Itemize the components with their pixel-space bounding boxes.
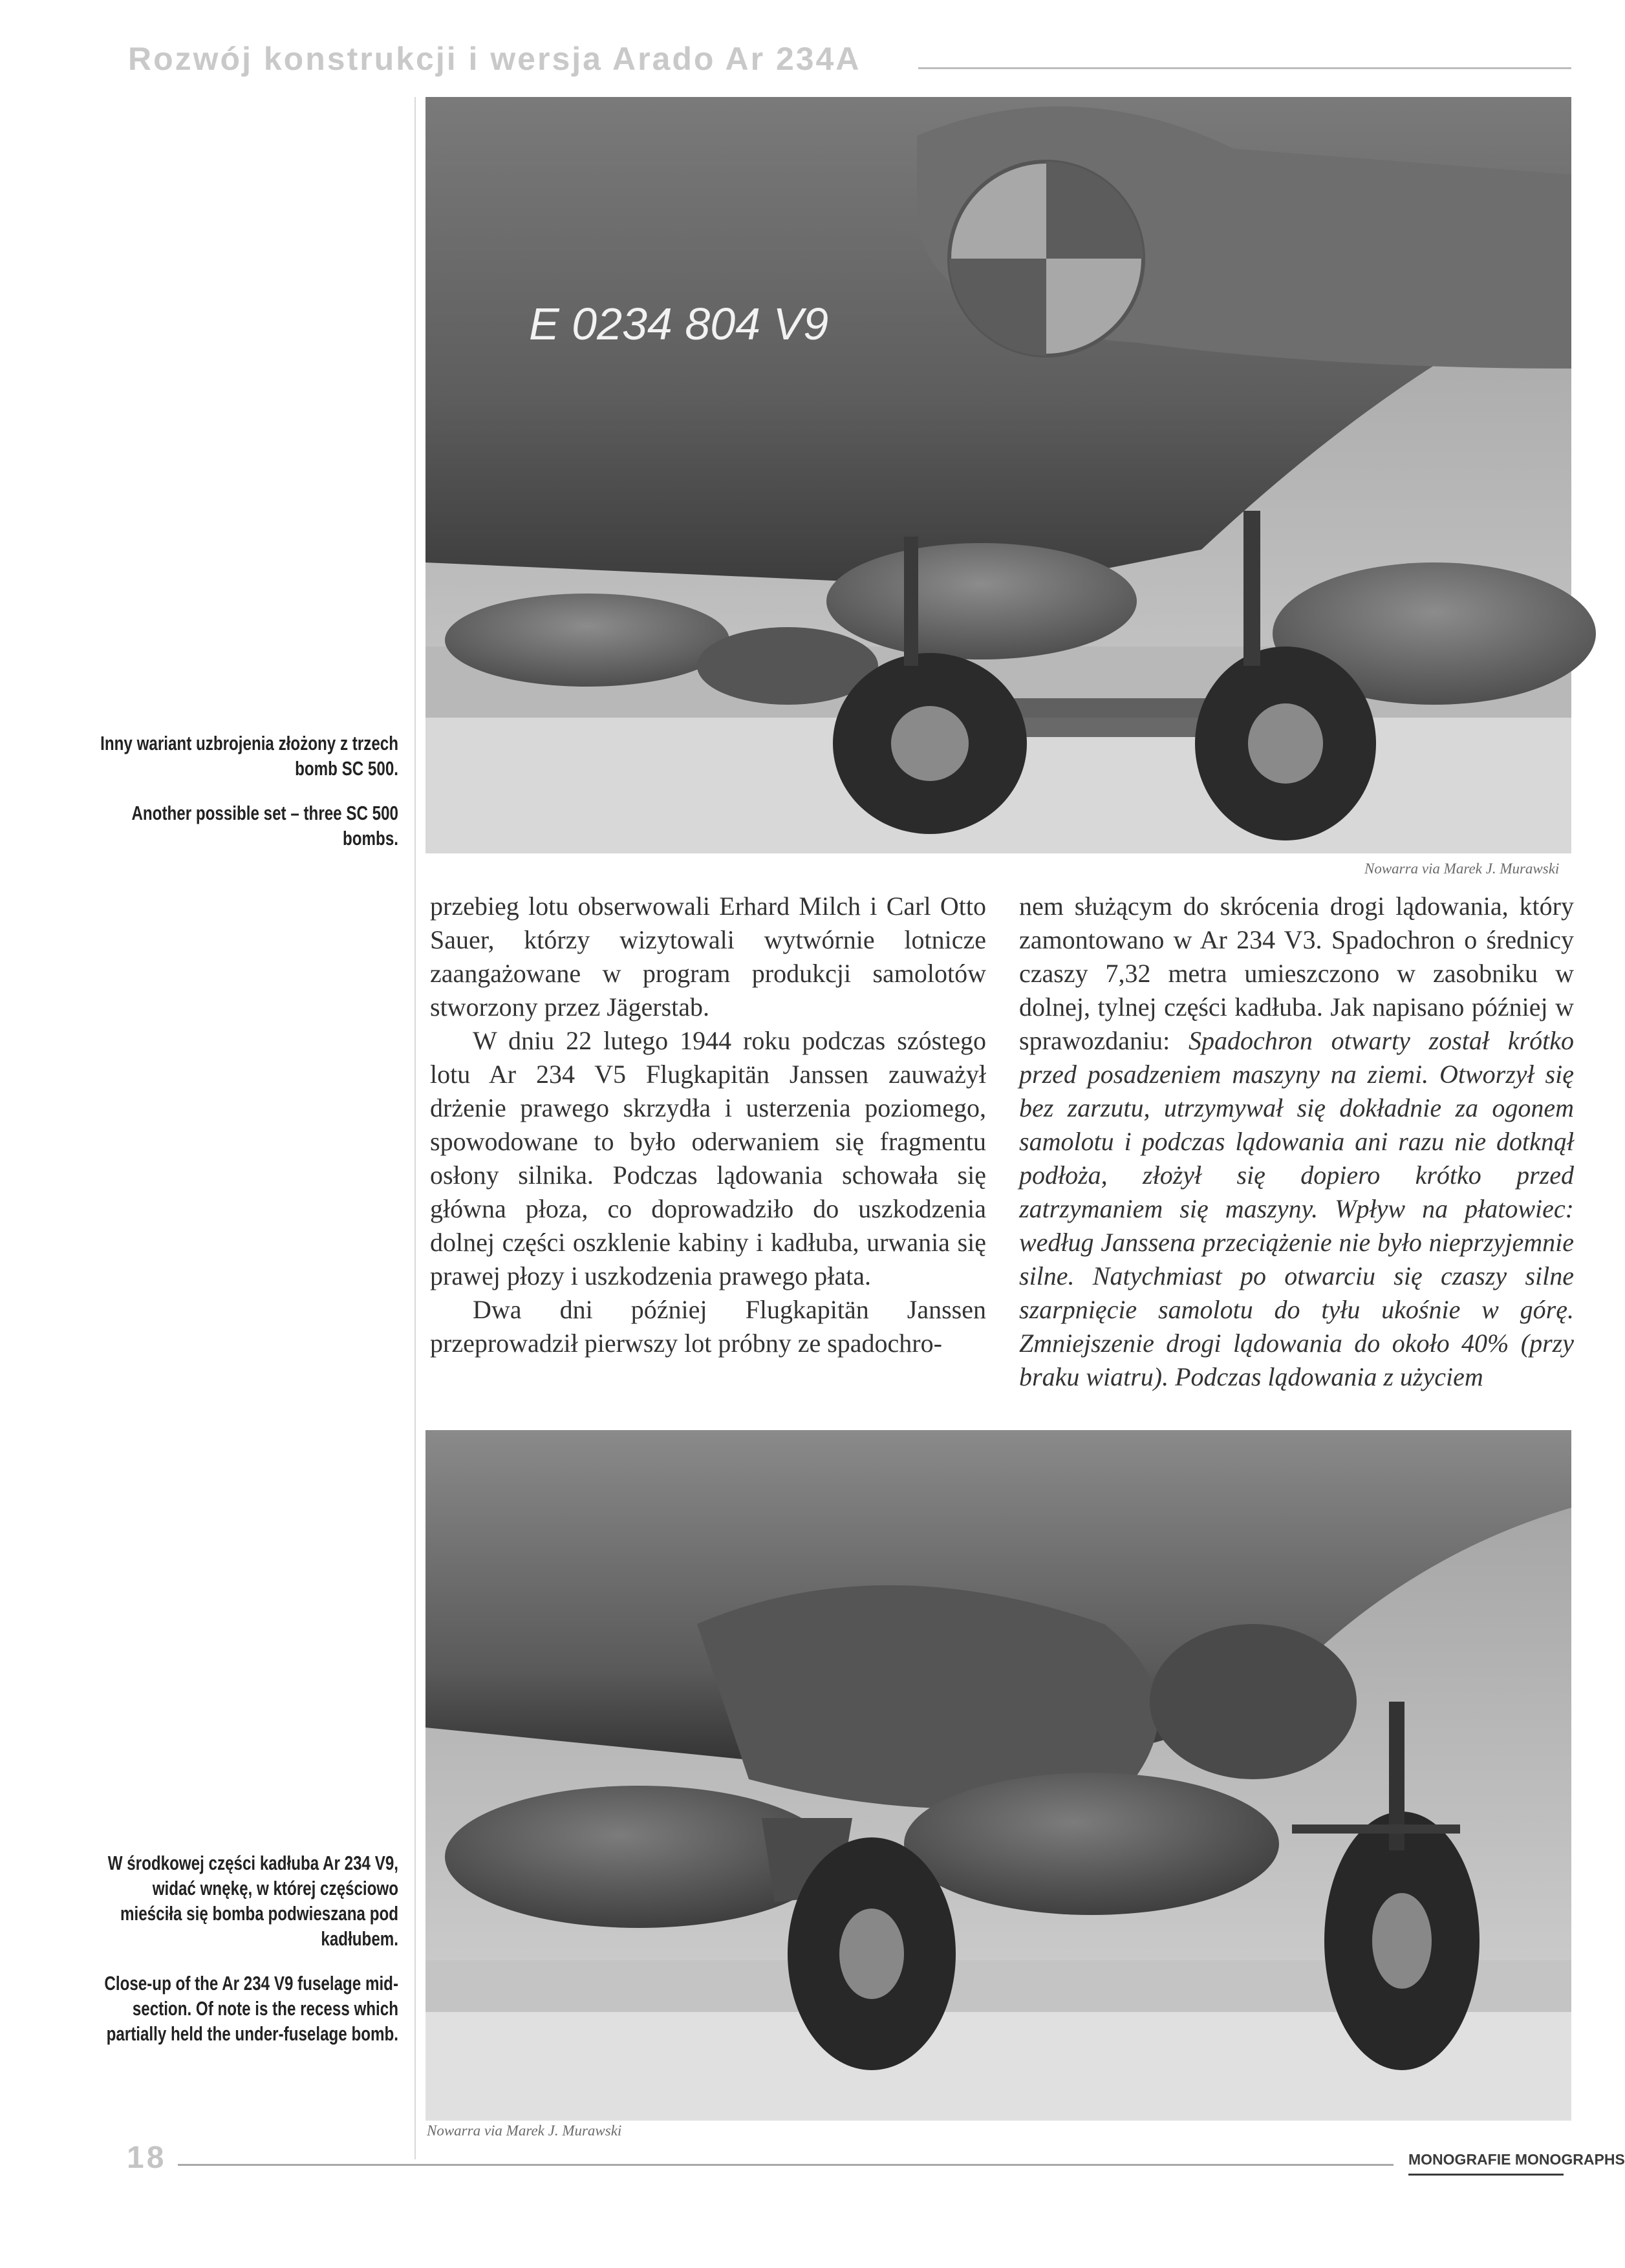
col2-text-plain: nem służącym do skrócenia drogi lądowania, który zamontowano w Ar 234 V3. Spadochron o średnicy czaszy 7,32 metra umieszczono w zasobniku w dolnej, tylnej części kadłuba. Jak napisano później w sprawozdaniu: <box>1019 892 1574 1055</box>
caption-divider <box>414 97 416 2159</box>
col2-text-italic: Spadochron otwarty został krótko przed posadzeniem maszyny na ziemi. Otworzył się bez zarzutu, utrzymywał się dokładnie za ogonem samolotu i podczas lądowania ani razu nie dotknął podłoża, złożył się dopiero krótko przed zatrzymaniem się maszyny. Wpływ na płatowiec: według Janssena przeciążenie nie było nieprzyjemnie silne. Natychmiast po otwarciu się czaszy silne szarpnięcie samolotu do tyłu ukośnie w górę. Zmniejszenie drogi lądowania do około 40% (przy braku wiatru). Podczas lądowania z użyciem <box>1019 1026 1574 1391</box>
running-header: Rozwój konstrukcji i wersja Arado Ar 234A <box>128 41 861 77</box>
page-number: 18 <box>127 2141 167 2175</box>
caption-bottom <box>98 1850 398 2066</box>
caption-top-pl: Inny wariant uzbrojenia złożony z trzech bomb SC 500. <box>100 732 399 780</box>
photo-credit-bottom: Nowarra via Marek J. Murawski <box>427 2123 622 2139</box>
aircraft-marking: E 0234 804 V9 <box>529 299 829 349</box>
caption-bottom-pl: W środkowej części kadłuba Ar 234 V9, widać wnękę, w której częściowo mieściła się bomba podwieszana pod kadłubem. <box>107 1852 399 1950</box>
text-column-2 <box>1019 890 1574 1394</box>
col2-paragraph <box>1019 890 1574 1394</box>
caption-top <box>98 731 398 870</box>
col1-paragraph-3: Dwa dni później Flugkapitän Janssen przeprowadził pierwszy lot próbny ze spadochro- <box>430 1295 986 1358</box>
caption-bottom-en: Close-up of the Ar 234 V9 fuselage mid-section. Of note is the recess which partially held the under-fuselage bomb. <box>104 1972 398 2045</box>
photo-top <box>425 97 1571 853</box>
photo-top-image <box>425 97 1571 853</box>
col1-paragraph-1: przebieg lotu obserwowali Erhard Milch i Carl Otto Sauer, którzy wizytowali wytwórnie lotnicze zaangażowane w program produkcji samolotów stworzony przez Jägerstab. <box>430 892 986 1022</box>
publisher-logo: MONOGRAFIE MONOGRAPHS <box>1408 2145 1564 2176</box>
photo-credit-top: Nowarra via Marek J. Murawski <box>1364 861 1560 877</box>
photo-bottom-image <box>425 1430 1571 2121</box>
col1-paragraph-2: W dniu 22 lutego 1944 roku podczas szóstego lotu Ar 234 V5 Flugkapitän Janssen zauważył drżenie prawego skrzydła i usterzenia poziomego, spowodowane to było oderwaniem się fragmentu osłony silnika. Podczas lądowania schowała się główna płoza, co doprowadziło do uszkodzenia dolnej części oszklenie kabiny i kadłuba, urwania się prawej płozy i uszkodzenia prawego płata. <box>430 1026 986 1290</box>
text-column-1 <box>430 890 986 1360</box>
footer-rule <box>178 2164 1394 2166</box>
caption-top-en: Another possible set – three SC 500 bombs. <box>131 802 398 850</box>
header-rule <box>918 67 1571 69</box>
photo-bottom <box>425 1430 1571 2121</box>
